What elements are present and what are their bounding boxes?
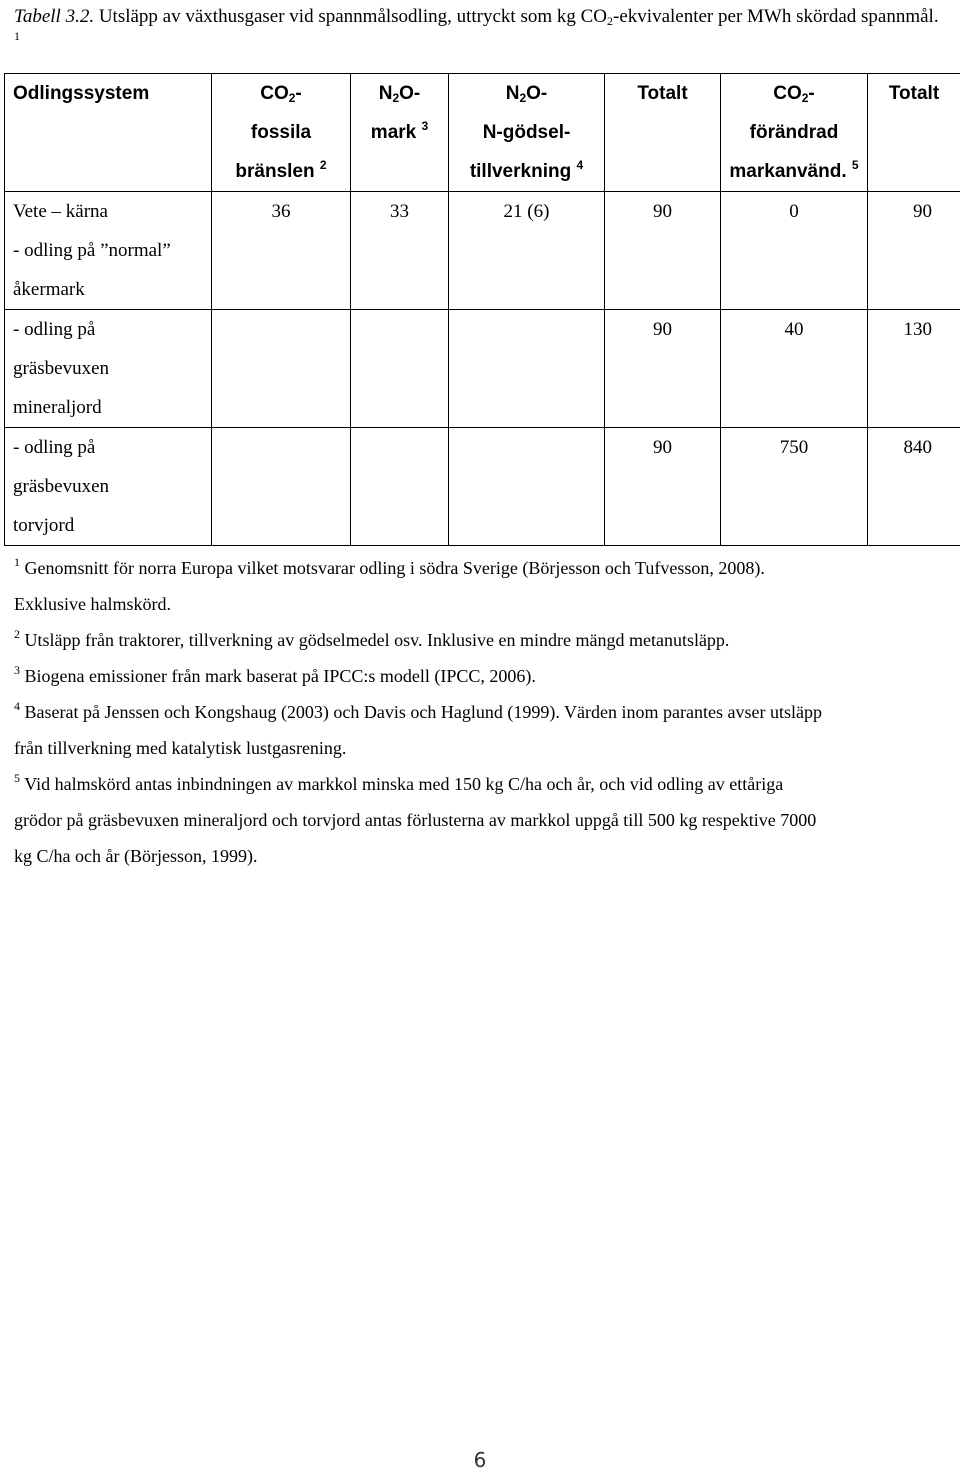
header-sub: 2	[801, 91, 809, 105]
row-label-line: - odling på	[13, 437, 96, 458]
header-line	[729, 74, 859, 113]
header-cell	[351, 74, 449, 192]
footnotes	[14, 550, 949, 874]
footnote-text: Utsläpp från traktorer, tillverkning av gödselmedel osv. Inklusive en mindre mängd metanutsläpp.	[24, 630, 730, 650]
header-text: mark	[370, 122, 417, 143]
header-text: O-	[526, 83, 548, 104]
footnote-text: Exklusive halmskörd.	[14, 594, 171, 614]
footnote-number: 2	[14, 627, 20, 641]
table-cell	[351, 428, 449, 546]
header-sup: 4	[576, 158, 584, 172]
row-label-line: torvjord	[13, 515, 75, 536]
header-text: fossila	[250, 122, 312, 143]
footnote-number: 4	[14, 699, 20, 713]
page-number: 6	[473, 1448, 487, 1472]
table-cell	[351, 310, 449, 428]
header-sup: 5	[851, 158, 859, 172]
header-text: N	[378, 83, 393, 104]
footnote-text: Genomsnitt för norra Europa vilket motsvarar odling i södra Sverige (Börjesson och Tufvesson, 2008).	[24, 558, 765, 578]
footnote-line	[14, 550, 949, 586]
header-text: bränslen	[235, 161, 315, 182]
caption-sup: 1	[14, 29, 20, 43]
header-text: N-gödsel-	[482, 122, 571, 143]
footnote-text: Baserat på Jenssen och Kongshaug (2003) och Davis och Haglund (1999). Värden inom parantes avser utsläpp	[24, 702, 822, 722]
table-header-row	[5, 74, 960, 192]
row-label-line: åkermark	[13, 279, 85, 300]
table-cell	[449, 310, 605, 428]
header-sub: 2	[392, 91, 400, 105]
header-line	[729, 113, 859, 152]
header-line	[220, 74, 342, 113]
table-label: Tabell 3.2.	[14, 6, 95, 27]
header-line	[359, 113, 440, 152]
footnote-line	[14, 694, 949, 730]
header-cell	[721, 74, 868, 192]
header-text: förändrad	[749, 122, 839, 143]
header-line	[613, 74, 712, 113]
footnote-line	[14, 658, 949, 694]
row-label-line: mineraljord	[13, 397, 102, 418]
table-row	[5, 428, 960, 546]
table-cell	[449, 428, 605, 546]
table-caption	[14, 4, 949, 56]
footnote	[14, 694, 949, 766]
header-line	[457, 113, 596, 152]
header-text: -	[295, 83, 302, 104]
table-cell: 130	[868, 310, 960, 428]
header-text: Odlingssystem	[13, 83, 150, 104]
header-text: -	[808, 83, 815, 104]
footnote-line	[14, 766, 949, 802]
header-text: markanvänd.	[729, 161, 847, 182]
row-label	[5, 310, 212, 428]
footnote-line	[14, 838, 949, 874]
footnote-line	[14, 586, 949, 622]
table-cell: 840	[868, 428, 960, 546]
header-sup: 2	[319, 158, 327, 172]
header-line	[457, 152, 596, 191]
header-line	[729, 152, 859, 191]
header-cell	[449, 74, 605, 192]
header-line	[13, 74, 203, 113]
footnote	[14, 550, 949, 622]
table-row	[5, 310, 960, 428]
table-cell: 90	[605, 192, 721, 310]
footnote	[14, 622, 949, 658]
header-text: Totalt	[888, 83, 940, 104]
row-label-line: - odling på	[13, 319, 96, 340]
footnote-text: från tillverkning med katalytisk lustgasrening.	[14, 738, 347, 758]
footnote-number: 3	[14, 663, 20, 677]
footnote-text: kg C/ha och år (Börjesson, 1999).	[14, 846, 258, 866]
header-text: CO	[773, 83, 802, 104]
row-label-line: Vete – kärna	[13, 201, 108, 222]
header-line	[359, 74, 440, 113]
table-cell: 90	[605, 310, 721, 428]
row-label-line: - odling på ”normal”	[13, 240, 171, 261]
header-line	[457, 74, 596, 113]
footnote	[14, 766, 949, 874]
table-cell: 0	[721, 192, 868, 310]
header-text: Totalt	[637, 83, 688, 104]
header-text: CO	[260, 83, 289, 104]
header-line	[220, 113, 342, 152]
header-text: N	[505, 83, 520, 104]
header-line	[220, 152, 342, 191]
header-sup: 3	[421, 119, 429, 133]
header-cell	[5, 74, 212, 192]
table-cell: 750	[721, 428, 868, 546]
header-line	[876, 74, 952, 113]
footnote	[14, 658, 949, 694]
row-label	[5, 428, 212, 546]
caption-text-a: Utsläpp av växthusgaser vid spannmålsodling, uttryckt som kg CO	[94, 6, 608, 27]
header-text: O-	[399, 83, 421, 104]
footnote-line	[14, 802, 949, 838]
table-cell	[212, 310, 351, 428]
header-text: tillverkning	[469, 161, 572, 182]
table-cell: 33	[351, 192, 449, 310]
footnote-line	[14, 622, 949, 658]
row-label-line: gräsbevuxen	[13, 358, 110, 379]
caption-sub: 2	[607, 14, 614, 28]
footnote-text: Vid halmskörd antas inbindningen av markkol minska med 150 kg C/ha och år, och vid odling av ettåriga	[24, 774, 784, 794]
table-row	[5, 192, 960, 310]
header-cell	[212, 74, 351, 192]
header-cell	[868, 74, 960, 192]
table-cell: 21 (6)	[449, 192, 605, 310]
footnote-number: 1	[14, 555, 20, 569]
table-cell: 90	[605, 428, 721, 546]
emissions-table	[4, 73, 960, 546]
header-sub: 2	[288, 91, 296, 105]
header-sub: 2	[519, 91, 527, 105]
caption-text-b: -ekvivalenter per MWh skördad spannmål.	[613, 6, 939, 27]
footnote-text: grödor på gräsbevuxen mineraljord och torvjord antas förlusterna av markkol uppgå till 500 kg respektive 7000	[14, 810, 817, 830]
table-cell	[212, 428, 351, 546]
table-cell: 36	[212, 192, 351, 310]
table-cell: 90	[868, 192, 960, 310]
footnote-number: 5	[14, 771, 20, 785]
footnote-text: Biogena emissioner från mark baserat på IPCC:s modell (IPCC, 2006).	[24, 666, 536, 686]
footnote-line	[14, 730, 949, 766]
row-label	[5, 192, 212, 310]
header-cell	[605, 74, 721, 192]
table-cell: 40	[721, 310, 868, 428]
row-label-line: gräsbevuxen	[13, 476, 110, 497]
